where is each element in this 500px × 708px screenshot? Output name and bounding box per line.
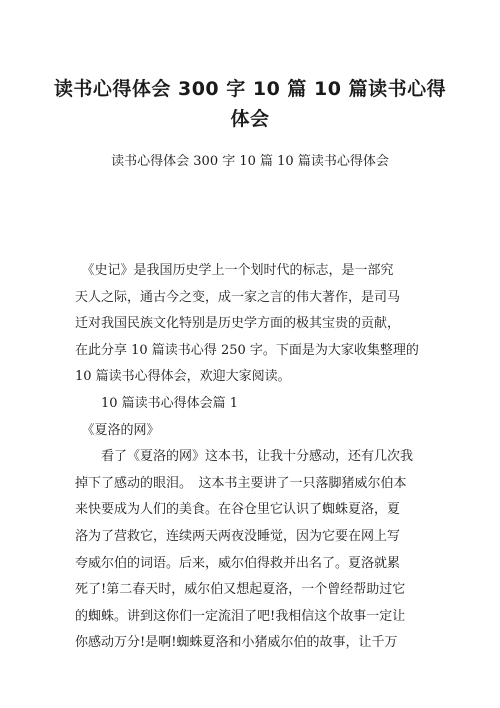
title-line-2: 体会: [230, 108, 270, 130]
section-heading: 10 篇读书心得体会篇 1: [75, 395, 239, 411]
body-line: 死了!第二春天时，威尔伯又想起夏洛，一个曾经帮助过它: [75, 582, 406, 598]
document-subtitle: 读书心得体会 300 字 10 篇 10 篇读书心得体会: [111, 154, 389, 169]
document-title: [40, 74, 460, 134]
body-line: 《史记》是我国历史学上一个划时代的标志，是一部究: [75, 263, 394, 278]
book-title: 《夏洛的网》: [75, 422, 160, 438]
body-line: 掉下了感动的眼泪。 这本书主要讲了一只落脚猪威尔伯本: [75, 475, 407, 491]
body-line: 看了《夏洛的网》这本书，让我十分感动，还有几次我: [75, 449, 414, 465]
body-line: 洛为了营救它，连续两天两夜没睡觉，因为它要在网上写: [75, 528, 401, 544]
body-line: 在此分享 10 篇读书心得 250 字。下面是为大家收集整理的: [75, 342, 419, 358]
body-line: 夸威尔伯的词语。后来，威尔伯得救并出名了。夏洛就累: [75, 555, 401, 571]
document-body: [75, 258, 435, 657]
body-line: 你感动万分!是啊!蜘蛛夏洛和小猪威尔伯的故事，让千万: [75, 635, 398, 651]
title-line-1: 读书心得体会 300 字 10 篇 10 篇读书心得: [53, 78, 447, 100]
body-line: 的蜘蛛。讲到这你们一定流泪了吧!我相信这个故事一定让: [75, 608, 406, 624]
body-line: 10 篇读书心得体会，欢迎大家阅读。: [75, 369, 291, 385]
body-line: 来快要成为人们的美食。在谷仓里它认识了蜘蛛夏洛，夏: [75, 502, 401, 518]
body-line: 天人之际，通古今之变，成一家之言的伟大著作，是司马: [75, 289, 401, 305]
body-line: 迁对我国民族文化特别是历史学方面的极其宝贵的贡献，: [75, 316, 401, 332]
